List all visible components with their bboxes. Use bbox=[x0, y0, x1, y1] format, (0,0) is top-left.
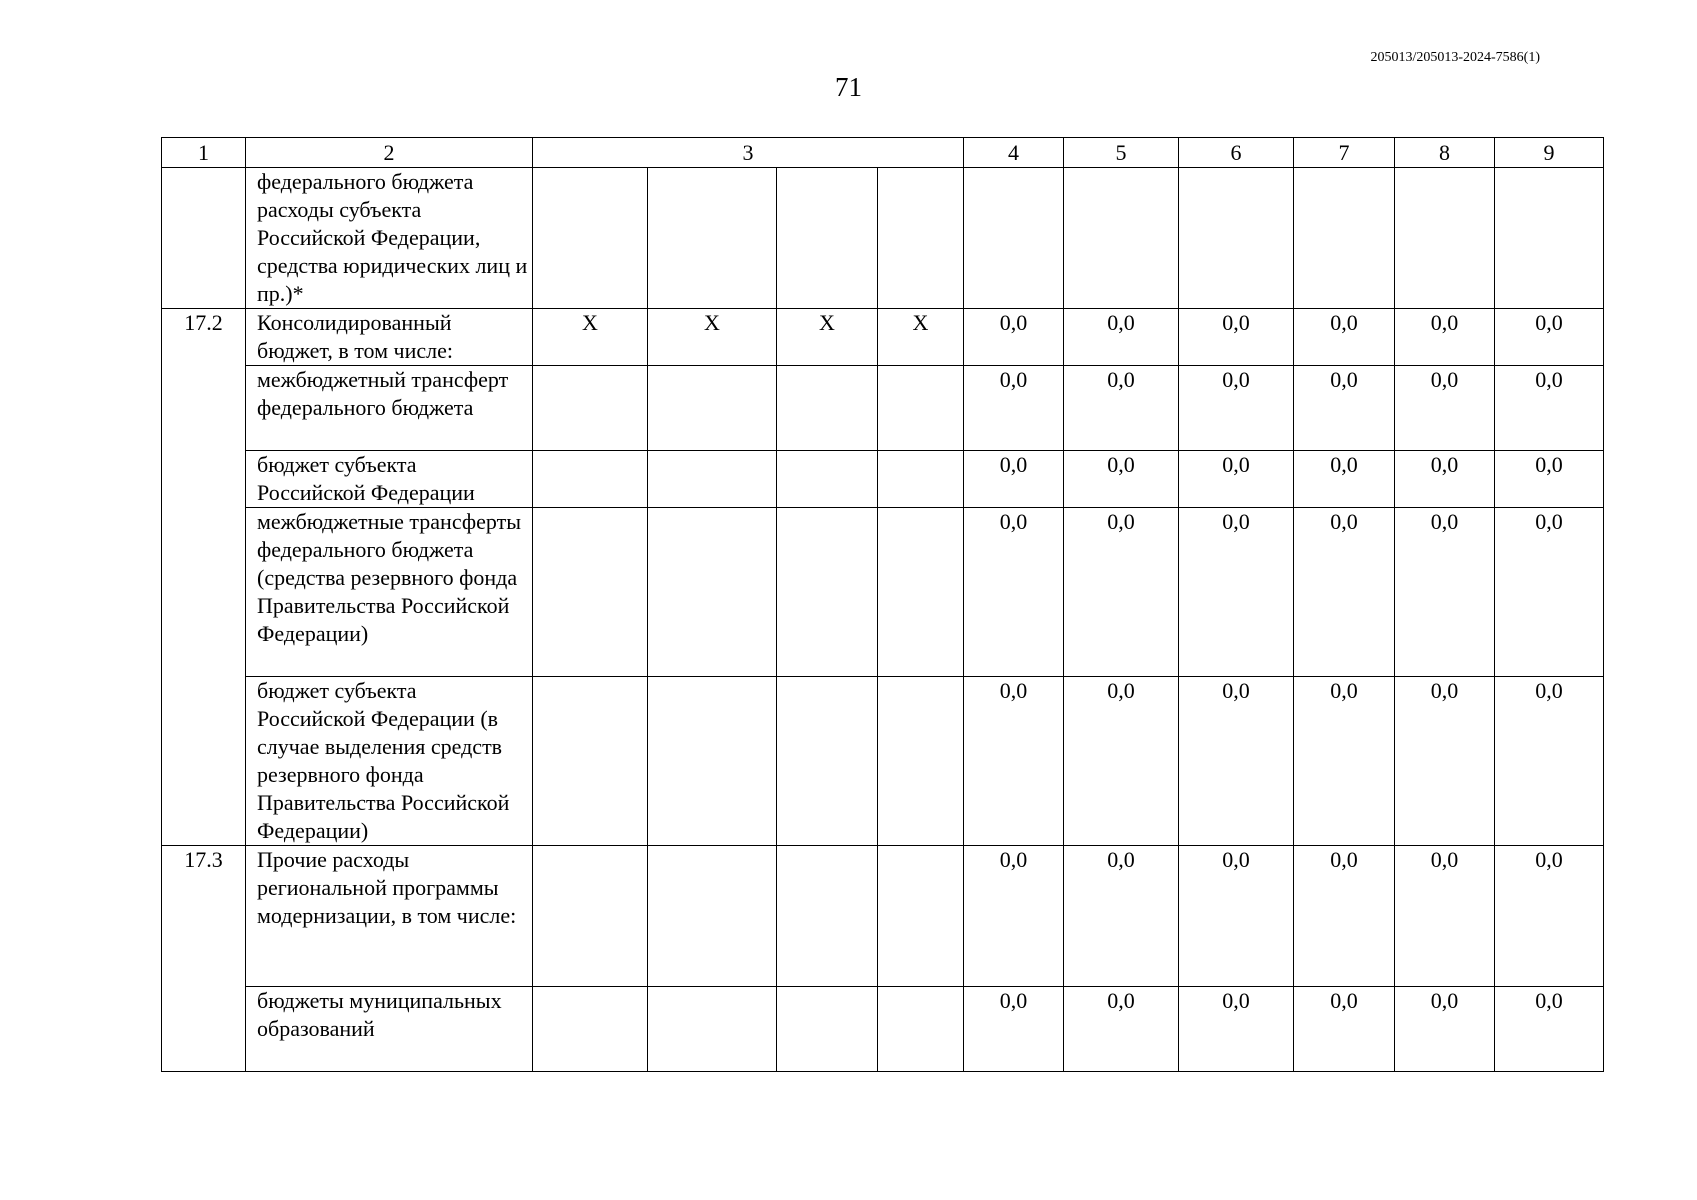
column-3c-cell bbox=[777, 987, 878, 1072]
document-id: 205013/205013-2024-7586(1) bbox=[1370, 50, 1540, 65]
value-col-6 bbox=[1179, 168, 1294, 309]
value-col-7: 0,0 bbox=[1294, 987, 1395, 1072]
value-col-6: 0,0 bbox=[1179, 846, 1294, 987]
column-header-6: 6 bbox=[1179, 138, 1294, 168]
column-3c-cell bbox=[777, 508, 878, 677]
column-3b-cell bbox=[648, 677, 777, 846]
value-col-9: 0,0 bbox=[1495, 846, 1604, 987]
value-col-5: 0,0 bbox=[1064, 677, 1179, 846]
table-row bbox=[162, 309, 1604, 366]
value-col-9: 0,0 bbox=[1495, 309, 1604, 366]
column-3a-cell bbox=[533, 677, 648, 846]
column-3a-cell bbox=[533, 846, 648, 987]
table-row bbox=[162, 168, 1604, 309]
table-row bbox=[162, 677, 1604, 846]
value-col-4: 0,0 bbox=[964, 987, 1064, 1072]
value-col-5: 0,0 bbox=[1064, 451, 1179, 508]
value-col-9: 0,0 bbox=[1495, 987, 1604, 1072]
value-col-7 bbox=[1294, 168, 1395, 309]
value-col-8: 0,0 bbox=[1395, 846, 1495, 987]
column-3b-cell bbox=[648, 168, 777, 309]
value-col-4: 0,0 bbox=[964, 309, 1064, 366]
column-header-2: 2 bbox=[246, 138, 533, 168]
column-header-4: 4 bbox=[964, 138, 1064, 168]
row-description: бюджет субъекта Российской Федерации bbox=[246, 451, 533, 508]
row-description: бюджет субъекта Российской Федерации (в случае выделения средств резервного фонда Правительства Российской Федерации) bbox=[246, 677, 533, 846]
table-row bbox=[162, 846, 1604, 987]
table-row bbox=[162, 366, 1604, 451]
column-3b-cell bbox=[648, 366, 777, 451]
value-col-9: 0,0 bbox=[1495, 508, 1604, 677]
budget-table bbox=[161, 137, 1604, 1072]
value-col-6: 0,0 bbox=[1179, 451, 1294, 508]
row-description: Прочие расходы региональной программы модернизации, в том числе: bbox=[246, 846, 533, 987]
column-3a-cell bbox=[533, 451, 648, 508]
column-3c-cell bbox=[777, 677, 878, 846]
value-col-9: 0,0 bbox=[1495, 366, 1604, 451]
column-header-5: 5 bbox=[1064, 138, 1179, 168]
column-3c-cell bbox=[777, 451, 878, 508]
value-col-7: 0,0 bbox=[1294, 366, 1395, 451]
value-col-4: 0,0 bbox=[964, 677, 1064, 846]
value-col-7: 0,0 bbox=[1294, 677, 1395, 846]
column-3d-cell bbox=[878, 846, 964, 987]
value-col-5: 0,0 bbox=[1064, 366, 1179, 451]
column-3b-cell bbox=[648, 508, 777, 677]
column-3d-cell bbox=[878, 366, 964, 451]
value-col-4: 0,0 bbox=[964, 451, 1064, 508]
value-col-6: 0,0 bbox=[1179, 508, 1294, 677]
row-description: Консолидированный бюджет, в том числе: bbox=[246, 309, 533, 366]
table-row bbox=[162, 987, 1604, 1072]
column-3d-cell bbox=[878, 508, 964, 677]
value-col-5: 0,0 bbox=[1064, 508, 1179, 677]
value-col-4: 0,0 bbox=[964, 846, 1064, 987]
row-number: 17.3 bbox=[162, 846, 246, 1072]
value-col-8: 0,0 bbox=[1395, 451, 1495, 508]
value-col-7: 0,0 bbox=[1294, 508, 1395, 677]
column-3a-cell bbox=[533, 508, 648, 677]
value-col-7: 0,0 bbox=[1294, 309, 1395, 366]
column-header-9: 9 bbox=[1495, 138, 1604, 168]
column-3d-cell: X bbox=[878, 309, 964, 366]
value-col-6: 0,0 bbox=[1179, 677, 1294, 846]
column-header-7: 7 bbox=[1294, 138, 1395, 168]
column-3a-cell: X bbox=[533, 309, 648, 366]
table-row bbox=[162, 508, 1604, 677]
column-3d-cell bbox=[878, 677, 964, 846]
page-number: 71 bbox=[835, 72, 862, 102]
column-3c-cell bbox=[777, 168, 878, 309]
value-col-9: 0,0 bbox=[1495, 677, 1604, 846]
row-description: межбюджетные трансферты федерального бюджета (средства резервного фонда Правительства Российской Федерации) bbox=[246, 508, 533, 677]
value-col-8: 0,0 bbox=[1395, 309, 1495, 366]
value-col-8: 0,0 bbox=[1395, 987, 1495, 1072]
column-header-3: 3 bbox=[533, 138, 964, 168]
value-col-4: 0,0 bbox=[964, 366, 1064, 451]
column-3a-cell bbox=[533, 168, 648, 309]
column-3b-cell bbox=[648, 451, 777, 508]
column-3a-cell bbox=[533, 987, 648, 1072]
value-col-9: 0,0 bbox=[1495, 451, 1604, 508]
column-3d-cell bbox=[878, 451, 964, 508]
column-3d-cell bbox=[878, 987, 964, 1072]
column-header-1: 1 bbox=[162, 138, 246, 168]
row-description: федерального бюджета расходы субъекта Российской Федерации, средства юридических лиц и пр.)* bbox=[246, 168, 533, 309]
column-3b-cell: X bbox=[648, 309, 777, 366]
column-3b-cell bbox=[648, 846, 777, 987]
value-col-8: 0,0 bbox=[1395, 677, 1495, 846]
value-col-5: 0,0 bbox=[1064, 987, 1179, 1072]
column-3b-cell bbox=[648, 987, 777, 1072]
value-col-5: 0,0 bbox=[1064, 309, 1179, 366]
column-number-row bbox=[162, 138, 1604, 168]
row-description: бюджеты муниципальных образований bbox=[246, 987, 533, 1072]
row-description: межбюджетный трансферт федерального бюджета bbox=[246, 366, 533, 451]
column-3a-cell bbox=[533, 366, 648, 451]
row-number bbox=[162, 168, 246, 309]
column-3c-cell: X bbox=[777, 309, 878, 366]
value-col-6: 0,0 bbox=[1179, 366, 1294, 451]
value-col-8: 0,0 bbox=[1395, 508, 1495, 677]
value-col-6: 0,0 bbox=[1179, 309, 1294, 366]
table-row bbox=[162, 451, 1604, 508]
value-col-8 bbox=[1395, 168, 1495, 309]
value-col-5: 0,0 bbox=[1064, 846, 1179, 987]
column-3c-cell bbox=[777, 366, 878, 451]
value-col-4 bbox=[964, 168, 1064, 309]
value-col-5 bbox=[1064, 168, 1179, 309]
value-col-6: 0,0 bbox=[1179, 987, 1294, 1072]
value-col-7: 0,0 bbox=[1294, 846, 1395, 987]
column-3c-cell bbox=[777, 846, 878, 987]
value-col-8: 0,0 bbox=[1395, 366, 1495, 451]
value-col-9 bbox=[1495, 168, 1604, 309]
value-col-4: 0,0 bbox=[964, 508, 1064, 677]
row-number: 17.2 bbox=[162, 309, 246, 846]
value-col-7: 0,0 bbox=[1294, 451, 1395, 508]
column-header-8: 8 bbox=[1395, 138, 1495, 168]
column-3d-cell bbox=[878, 168, 964, 309]
